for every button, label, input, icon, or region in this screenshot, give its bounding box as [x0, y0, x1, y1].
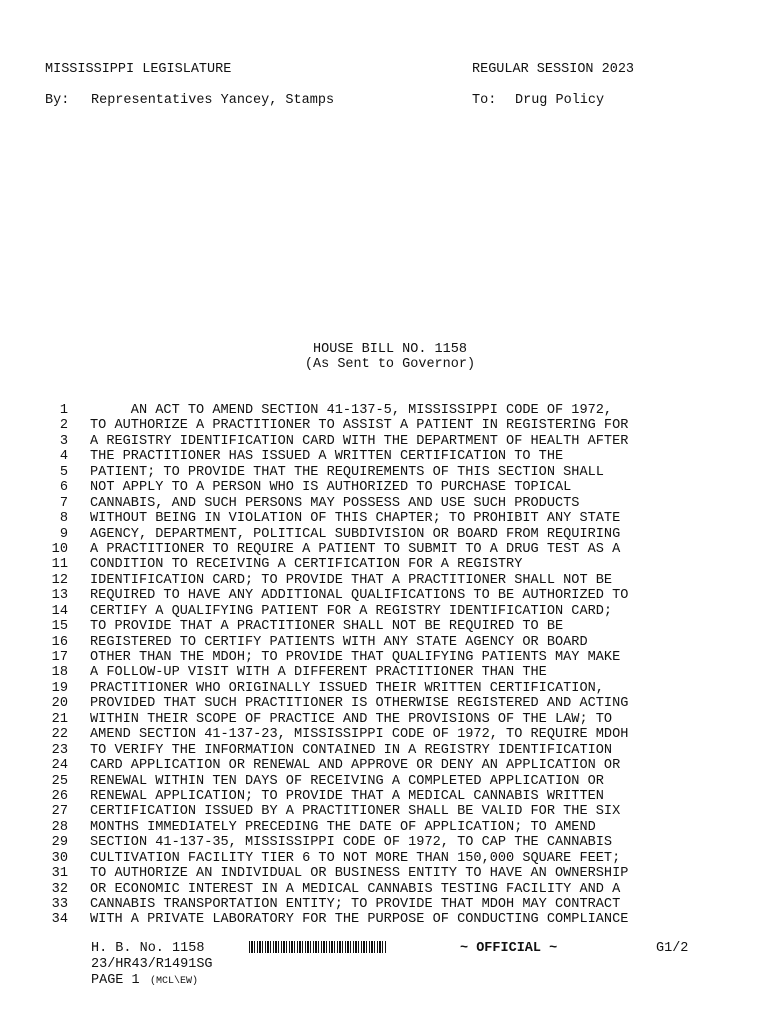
- line-text: PATIENT; TO PROVIDE THAT THE REQUIREMENTS OF THIS SECTION SHALL: [90, 464, 604, 480]
- drafter-code: (MCL\EW): [150, 976, 199, 987]
- line-number: 29: [51, 835, 68, 851]
- line-text: PROVIDED THAT SUCH PRACTITIONER IS OTHERWISE REGISTERED AND ACTING: [90, 696, 629, 712]
- line-number: 13: [51, 588, 68, 604]
- line-number: 23: [51, 742, 68, 758]
- line-text: CULTIVATION FACILITY TIER 6 TO NOT MORE THAN 150,000 SQUARE FEET;: [90, 850, 621, 866]
- line-text: MONTHS IMMEDIATELY PRECEDING THE DATE OF APPLICATION; TO AMEND: [90, 819, 596, 835]
- line-text: RENEWAL WITHIN TEN DAYS OF RECEIVING A COMPLETED APPLICATION OR: [90, 773, 604, 789]
- legislature-name: MISSISSIPPI LEGISLATURE: [45, 62, 232, 77]
- bill-status: (As Sent to Governor): [304, 357, 476, 372]
- line-text: CARD APPLICATION OR RENEWAL AND APPROVE OR DENY AN APPLICATION OR: [90, 758, 621, 774]
- session-label: REGULAR SESSION 2023: [472, 62, 635, 77]
- sponsors: Representatives Yancey, Stamps: [91, 93, 335, 108]
- line-text: RENEWAL APPLICATION; TO PROVIDE THAT A MEDICAL CANNABIS WRITTEN: [90, 788, 604, 804]
- to-label: To:: [472, 93, 497, 108]
- line-number: 12: [51, 572, 68, 588]
- line-text: TO AUTHORIZE AN INDIVIDUAL OR BUSINESS ENTITY TO HAVE AN OWNERSHIP: [90, 866, 629, 882]
- line-number: 1: [59, 403, 68, 418]
- line-text: AMEND SECTION 41-137-23, MISSISSIPPI CODE OF 1972, TO REQUIRE MDOH: [90, 727, 629, 743]
- line-text: AGENCY, DEPARTMENT, POLITICAL SUBDIVISION OR BOARD FROM REQUIRING: [90, 526, 621, 542]
- line-number: 3: [59, 433, 68, 449]
- line-text: PRACTITIONER WHO ORIGINALLY ISSUED THEIR WRITTEN CERTIFICATION,: [90, 680, 604, 696]
- line-text: THE PRACTITIONER HAS ISSUED A WRITTEN CERTIFICATION TO THE: [90, 449, 564, 465]
- line-number: 17: [51, 650, 68, 665]
- line-number: 30: [51, 850, 68, 866]
- line-number: 24: [51, 758, 68, 774]
- line-number: 20: [51, 696, 68, 712]
- line-text: SECTION 41-137-35, MISSISSIPPI CODE OF 1972, TO CAP THE CANNABIS: [90, 835, 613, 851]
- line-number: 27: [51, 804, 68, 820]
- line-number: 21: [51, 711, 68, 727]
- line-text: A PRACTITIONER TO REQUIRE A PATIENT TO SUBMIT TO A DRUG TEST AS A: [90, 541, 621, 557]
- line-text: A REGISTRY IDENTIFICATION CARD WITH THE DEPARTMENT OF HEALTH AFTER: [90, 433, 629, 449]
- line-text: CERTIFY A QUALIFYING PATIENT FOR A REGISTRY IDENTIFICATION CARD;: [90, 603, 613, 619]
- line-number: 28: [51, 819, 68, 835]
- line-text: AN ACT TO AMEND SECTION 41-137-5, MISSISSIPPI CODE OF 1972,: [90, 403, 613, 418]
- line-number: 10: [51, 541, 68, 557]
- line-text: CANNABIS TRANSPORTATION ENTITY; TO PROVIDE THAT MDOH MAY CONTRACT: [90, 897, 621, 912]
- line-number: 14: [51, 603, 68, 619]
- line-number: 19: [51, 680, 68, 696]
- line-text: WITHOUT BEING IN VIOLATION OF THIS CHAPTER; TO PROHIBIT ANY STATE: [90, 511, 621, 527]
- line-number: 33: [51, 897, 68, 912]
- line-number: 6: [59, 480, 68, 496]
- line-text: IDENTIFICATION CARD; TO PROVIDE THAT A PRACTITIONER SHALL NOT BE: [90, 572, 613, 588]
- line-text: CANNABIS, AND SUCH PERSONS MAY POSSESS AND USE SUCH PRODUCTS: [90, 495, 580, 511]
- doc-code: 23/HR43/R1491SG: [91, 957, 213, 972]
- official-mark: ~ OFFICIAL ~: [460, 941, 558, 956]
- line-number: 25: [51, 773, 68, 789]
- line-text: OTHER THAN THE MDOH; TO PROVIDE THAT QUALIFYING PATIENTS MAY MAKE: [90, 650, 621, 665]
- page-label: PAGE 1: [91, 973, 140, 988]
- line-text: TO AUTHORIZE A PRACTITIONER TO ASSIST A PATIENT IN REGISTERING FOR: [90, 418, 629, 434]
- footer-bill-ref: H. B. No. 1158: [91, 941, 205, 956]
- page-code: G1/2: [656, 941, 689, 956]
- line-text: CERTIFICATION ISSUED BY A PRACTITIONER SHALL BE VALID FOR THE SIX: [90, 804, 621, 820]
- line-text: REQUIRED TO HAVE ANY ADDITIONAL QUALIFICATIONS TO BE AUTHORIZED TO: [90, 588, 629, 604]
- barcode: [249, 941, 387, 953]
- committee: Drug Policy: [515, 93, 605, 108]
- bill-number: HOUSE BILL NO. 1158: [313, 342, 467, 357]
- line-number: 18: [51, 665, 68, 681]
- line-number: 8: [59, 511, 68, 527]
- line-text: TO PROVIDE THAT A PRACTITIONER SHALL NOT BE REQUIRED TO BE: [90, 619, 564, 635]
- line-text: TO VERIFY THE INFORMATION CONTAINED IN A REGISTRY IDENTIFICATION: [90, 742, 613, 758]
- line-text: OR ECONOMIC INTEREST IN A MEDICAL CANNABIS TESTING FACILITY AND A: [90, 881, 621, 897]
- line-number: 31: [51, 866, 68, 882]
- line-text: A FOLLOW-UP VISIT WITH A DIFFERENT PRACTITIONER THAN THE: [90, 665, 547, 681]
- line-text: NOT APPLY TO A PERSON WHO IS AUTHORIZED TO PURCHASE TOPICAL: [90, 480, 572, 496]
- line-text: CONDITION TO RECEIVING A CERTIFICATION FOR A REGISTRY: [90, 557, 523, 573]
- line-number: 4: [59, 449, 68, 465]
- line-text: REGISTERED TO CERTIFY PATIENTS WITH ANY STATE AGENCY OR BOARD: [90, 634, 588, 650]
- line-number: 22: [51, 727, 68, 743]
- line-number: 15: [51, 619, 68, 635]
- line-text: WITHIN THEIR SCOPE OF PRACTICE AND THE PROVISIONS OF THE LAW; TO: [90, 711, 613, 727]
- line-number: 2: [59, 418, 68, 434]
- line-number: 26: [51, 788, 68, 804]
- line-text: WITH A PRIVATE LABORATORY FOR THE PURPOSE OF CONDUCTING COMPLIANCE: [90, 912, 629, 928]
- line-number: 5: [59, 464, 68, 480]
- line-number: 16: [51, 634, 68, 650]
- line-number: 32: [51, 881, 68, 897]
- line-number: 11: [51, 557, 68, 573]
- by-label: By:: [45, 93, 70, 108]
- line-number: 34: [51, 912, 68, 928]
- line-number: 7: [59, 495, 68, 511]
- line-number: 9: [59, 526, 68, 542]
